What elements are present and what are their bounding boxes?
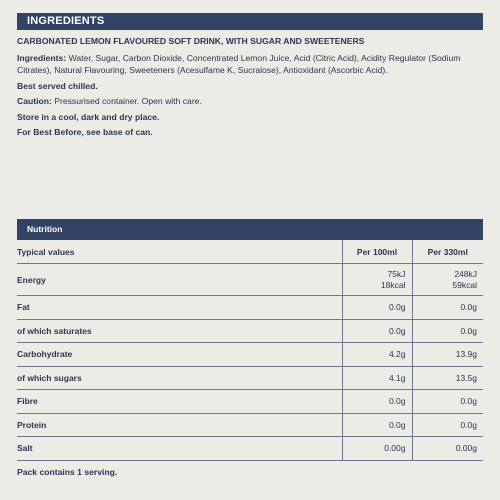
cell-per100: 0.0g	[342, 319, 412, 343]
ingredients-section	[17, 35, 483, 139]
nutrition-header: Nutrition	[17, 219, 483, 240]
nutrition-table	[17, 240, 483, 461]
pack-serving-note: Pack contains 1 serving.	[17, 466, 118, 477]
ingredients-header: INGREDIENTS	[17, 13, 483, 30]
serving-note: Best served chilled.	[17, 80, 98, 91]
caution-text: Pressurised container. Open with care.	[51, 96, 202, 106]
cell-per330: 0.0g	[412, 319, 483, 343]
table-row	[17, 319, 483, 343]
storage-note: Store in a cool, dark and dry place.	[17, 111, 160, 122]
row-label: Carbohydrate	[17, 343, 342, 367]
row-label: Protein	[17, 413, 342, 437]
cell-value: 248kJ	[454, 268, 477, 279]
row-label: Fibre	[17, 390, 342, 414]
column-header-typical: Typical values	[17, 240, 342, 264]
ingredients-text: Water, Sugar, Carbon Dioxide, Concentrated Lemon Juice, Acid (Citric Acid), Acidity Regulator (Sodium Citrates), Natural Flavouring, Sweeteners (Acesulfame K, Sucralose), Antioxidant (Ascorbic Acid).	[17, 52, 461, 75]
cell-per330: 13.5g	[412, 366, 483, 390]
table-row	[17, 264, 483, 296]
cell-per330: 0.0g	[412, 413, 483, 437]
nutrition-column-headers	[17, 240, 483, 264]
ingredients-paragraph	[17, 52, 483, 77]
cell-per100: 0.00g	[342, 437, 412, 461]
ingredients-label: Ingredients:	[17, 52, 67, 63]
table-row	[17, 343, 483, 367]
cell-per100: 0.0g	[342, 390, 412, 414]
row-label: Salt	[17, 437, 342, 461]
best-before-note: For Best Before, see base of can.	[17, 127, 153, 137]
column-header-per100: Per 100ml	[342, 240, 412, 264]
cell-per330	[412, 264, 483, 296]
cell-per100: 0.0g	[342, 413, 412, 437]
cell-value: 59kcal	[452, 279, 477, 290]
column-header-per330: Per 330ml	[412, 240, 483, 264]
product-title: CARBONATED LEMON FLAVOURED SOFT DRINK, WITH SUGAR AND SWEETENERS	[17, 36, 365, 46]
cell-per330: 0.0g	[412, 296, 483, 320]
caution-label: Caution:	[17, 96, 52, 106]
table-row	[17, 296, 483, 320]
row-label: of which saturates	[17, 319, 342, 343]
cell-per100: 4.2g	[342, 343, 412, 367]
cell-value: 18kcal	[380, 279, 406, 290]
cell-per100: 0.0g	[342, 296, 412, 320]
cell-per330: 0.00g	[412, 437, 483, 461]
table-row	[17, 366, 483, 390]
cell-value: 75kJ	[387, 268, 406, 279]
table-row	[17, 413, 483, 437]
cell-per330: 13.9g	[412, 343, 483, 367]
cell-per100: 4.1g	[342, 366, 412, 390]
nutrition-section	[17, 219, 483, 477]
table-row	[17, 437, 483, 461]
row-label: Fat	[17, 296, 342, 320]
row-label: Energy	[17, 264, 342, 296]
table-row	[17, 390, 483, 414]
row-label: of which sugars	[17, 366, 342, 390]
caution-paragraph	[17, 95, 483, 108]
cell-per330: 0.0g	[412, 390, 483, 414]
cell-per100	[342, 264, 412, 296]
